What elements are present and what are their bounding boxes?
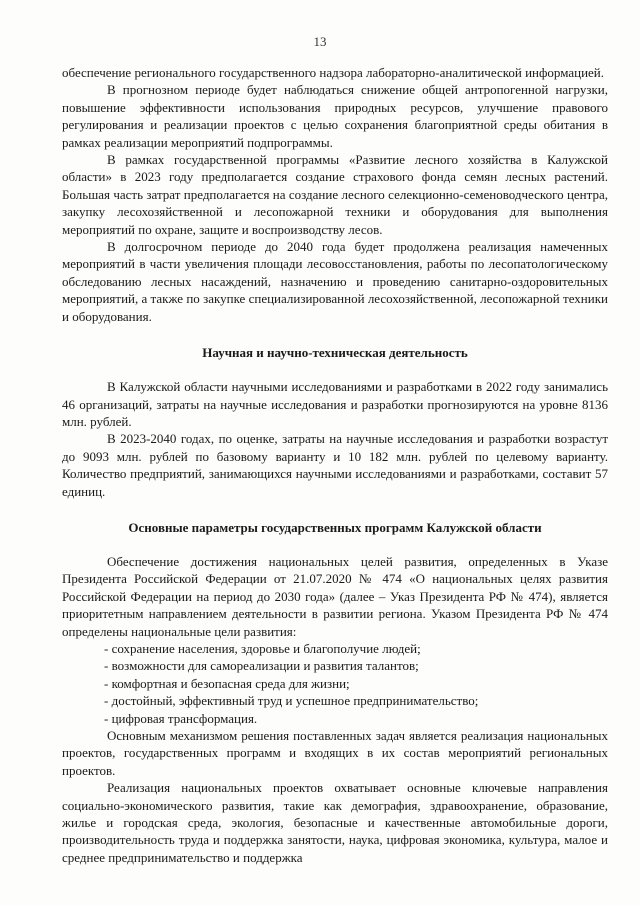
paragraph-forecast: В прогнозном периоде будет наблюдаться снижение общей антропогенной нагрузки, повышение эффективности использования природных ресурсов, улучшение правового регулирования и реализации проектов с целью сохранения благоприятной среды обитания в рамках реализации мероприятий подпрограммы. (62, 82, 608, 150)
paragraph-science-forecast: В 2023-2040 годах, по оценке, затраты на научные исследования и разработки возрастут до 9093 млн. рублей по базовому варианту и 10 182 млн. рублей по целевому варианту. Количество предприятий, занимающихся научными исследованиями и разработками, составит 57 единиц. (62, 431, 608, 499)
list-item: - сохранение населения, здоровье и благополучие людей; (104, 640, 608, 657)
heading-science: Научная и научно-техническая деятельность (202, 345, 468, 361)
list-item: - цифровая трансформация. (104, 710, 608, 727)
page-number: 13 (313, 34, 327, 49)
national-goals-list (62, 640, 608, 727)
paragraph-continuation: обеспечение регионального государственного надзора лабораторно-аналитической информацией. (62, 65, 605, 80)
list-item: - возможности для самореализации и развития талантов; (104, 657, 608, 674)
document-body (62, 64, 608, 866)
paragraph-national-projects: Реализация национальных проектов охватывает основные ключевые направления социально-экономического развития, такие как демография, здравоохранение, образование, жилье и городская среда, экология, безопасные и качественные автомобильные дороги, производительность труда и поддержка занятости, наука, цифровая экономика, культура, малое и среднее предпринимательство и поддержка (62, 780, 608, 865)
heading-state-programs: Основные параметры государственных программ Калужской области (128, 519, 542, 535)
paragraph-forestry-program: В рамках государственной программы «Развитие лесного хозяйства в Калужской области» в 2023 году предполагается создание страхового фонда семян лесных растений. Большая часть затрат предполагается на создание лесного селекционно-семеноводческого центра, закупку лесохозяйственной и лесопожарной техники и оборудования для выполнения мероприятий по охране, защите и воспроизводству лесов. (62, 152, 608, 237)
paragraph-science-2022: В Калужской области научными исследованиями и разработками в 2022 году занимались 46 организаций, затраты на научные исследования и разработки прогнозируются на уровне 8136 млн. рублей. (62, 379, 608, 429)
list-item: - достойный, эффективный труд и успешное предпринимательство; (104, 692, 608, 709)
paragraph-mechanism: Основным механизмом решения поставленных задач является реализация национальных проектов, государственных программ и входящих в их состав мероприятий региональных проектов. (62, 728, 608, 778)
paragraph-long-term: В долгосрочном периоде до 2040 года будет продолжена реализация намеченных мероприятий в части увеличения площади лесовосстановления, работы по лесопатологическому обследованию лесных насаждений, назначению и проведению санитарно-оздоровительных мероприятий, а также по закупке специализированной лесохозяйственной, лесопожарной техники и оборудования. (62, 239, 608, 324)
paragraph-programs-intro: Обеспечение достижения национальных целей развития, определенных в Указе Президента Российской Федерации от 21.07.2020 № 474 «О национальных целях развития Российской Федерации на период до 2030 года» (далее – Указ Президента РФ № 474), является приоритетным направлением деятельности в развитии региона. Указом Президента РФ № 474 определены национальные цели развития: (62, 553, 608, 639)
list-item: - комфортная и безопасная среда для жизни; (104, 675, 608, 692)
